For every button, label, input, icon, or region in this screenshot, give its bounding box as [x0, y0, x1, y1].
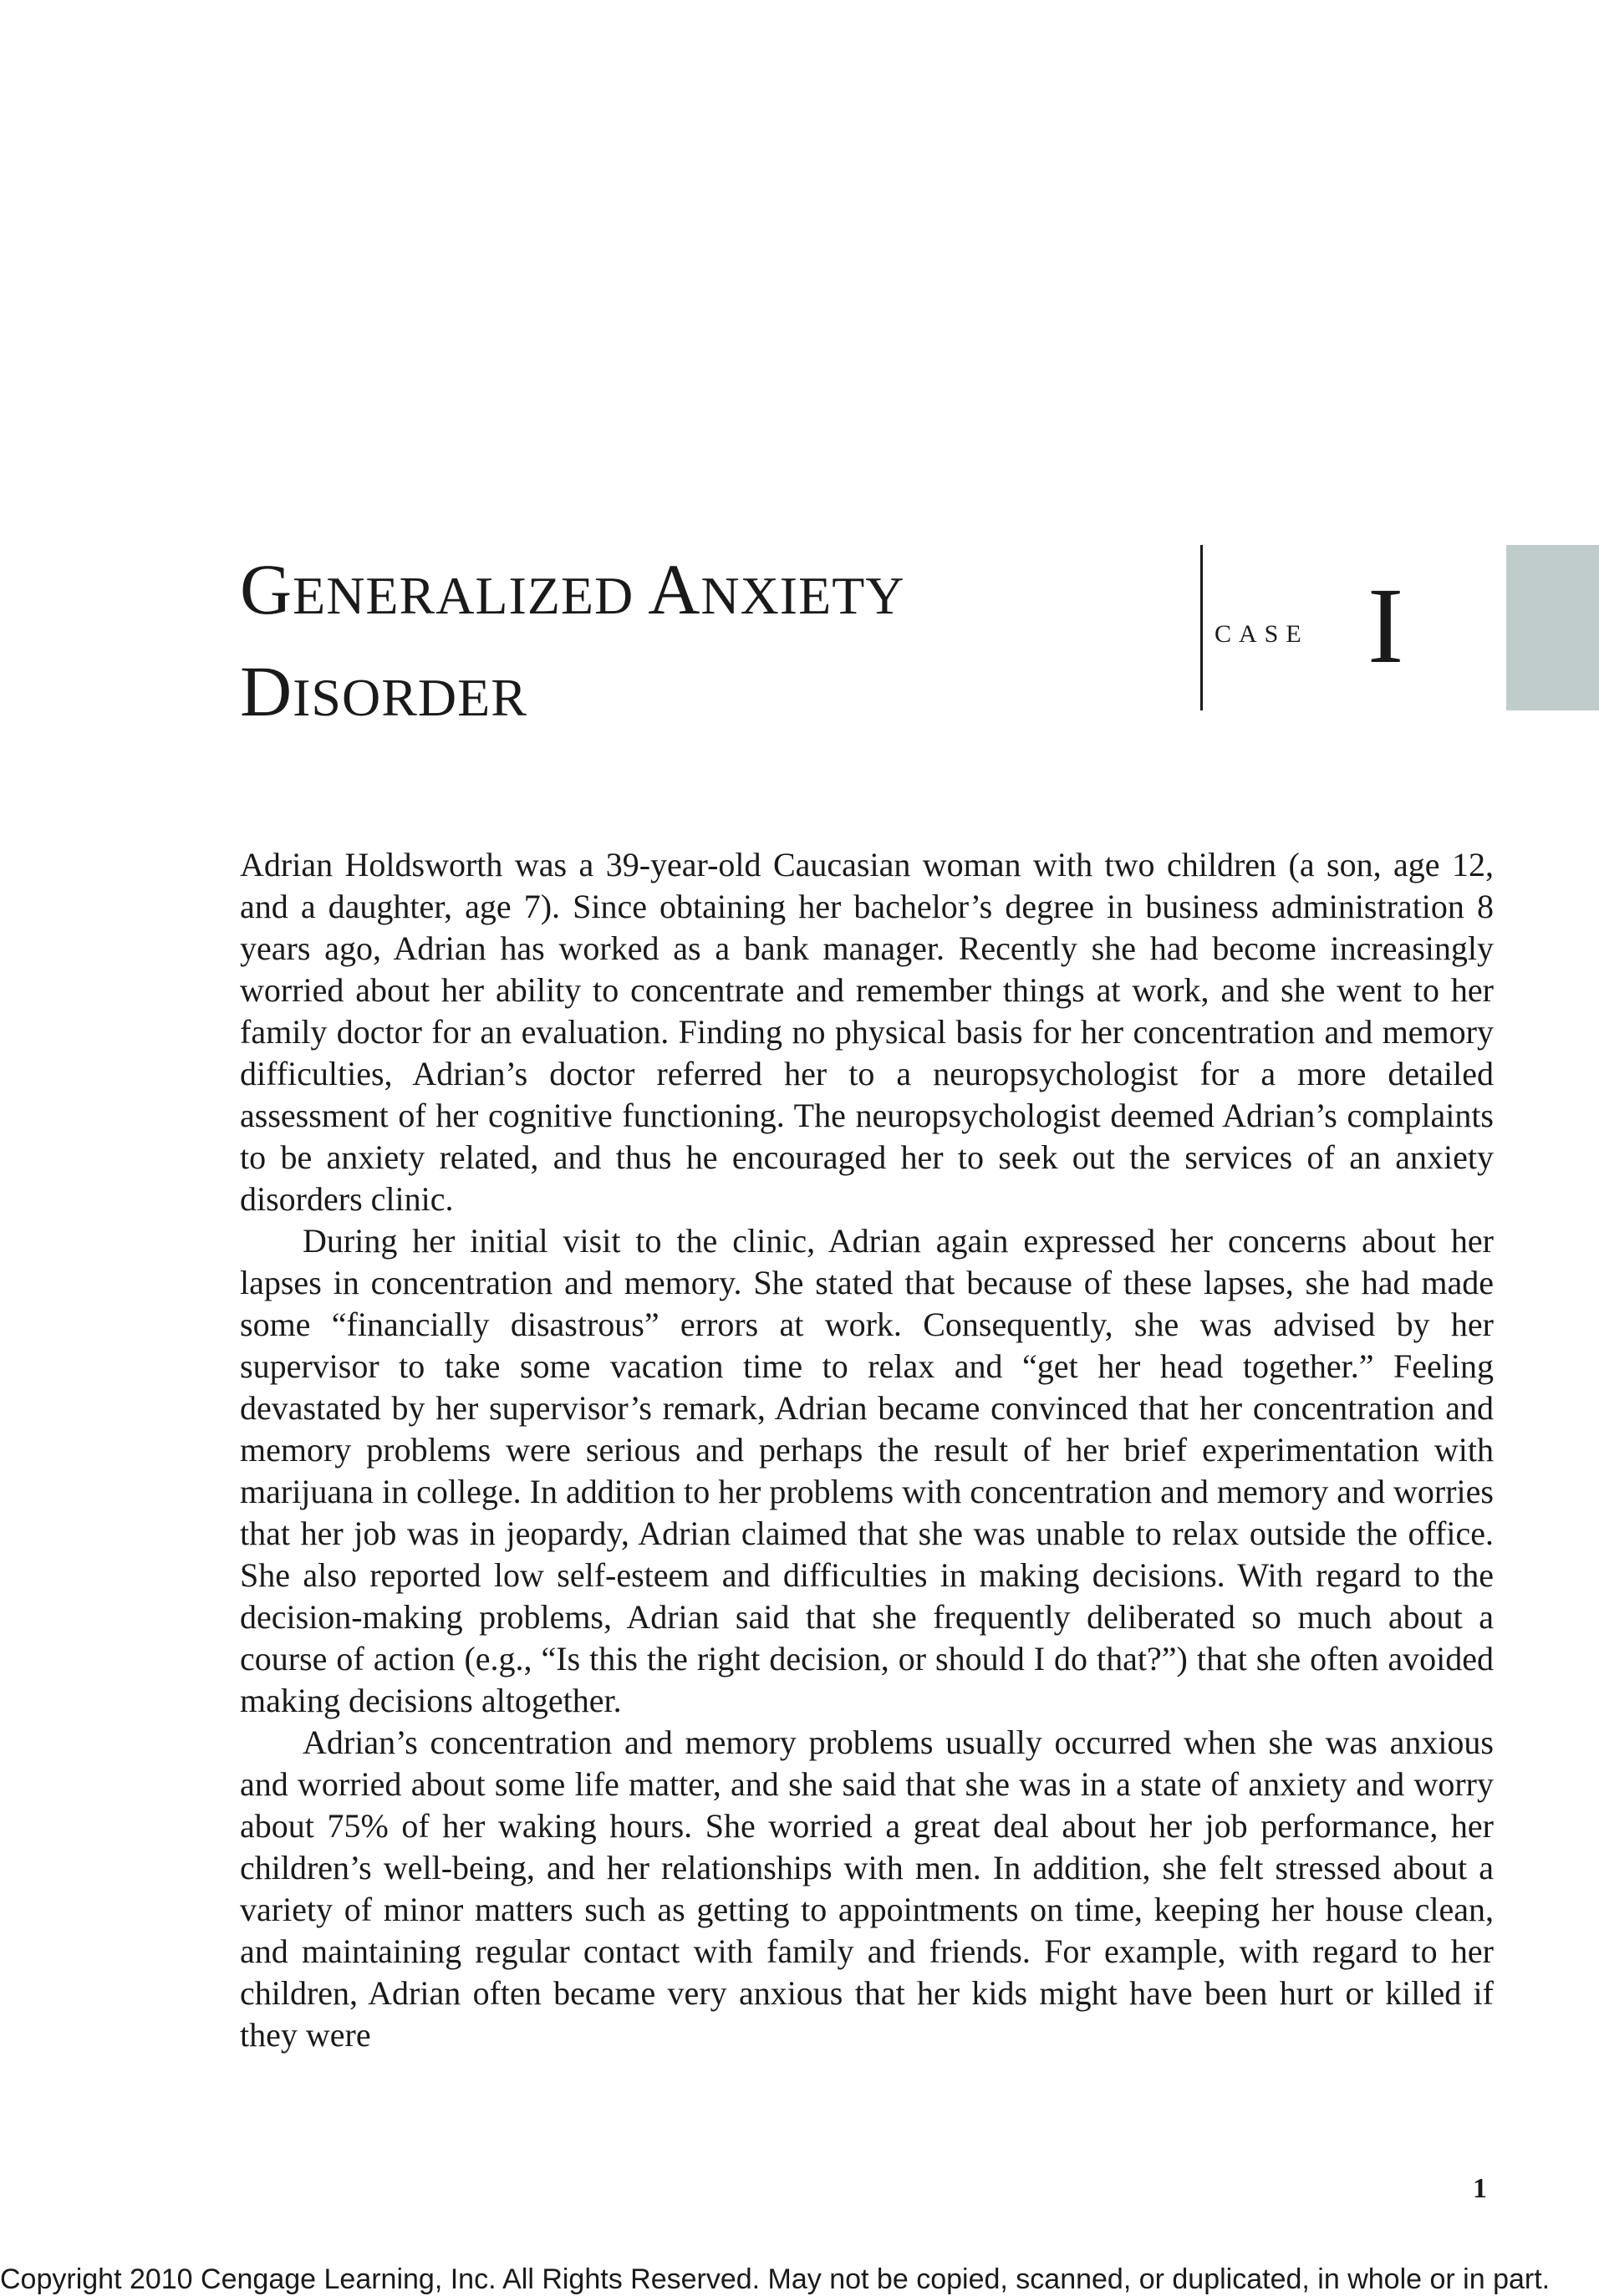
- title-word-disorder: ISORDER: [293, 668, 527, 727]
- chapter-title: [240, 542, 1159, 746]
- title-cap-g: G: [240, 549, 293, 629]
- title-cap-a: A: [648, 549, 701, 629]
- title-word-generalized: ENERALIZED: [293, 566, 634, 625]
- title-word-anxiety: NXIETY: [700, 566, 905, 625]
- case-number: I: [1367, 566, 1404, 686]
- paragraph-1: Adrian Holdsworth was a 39-year-old Caucasian woman with two children (a son, age 12, and a daughter, age 7). Since obtaining her bachelor’s degree in business administration 8 years ago, Adrian has worked as a bank manager. Recently she had become increasingly worried about her ability to concentrate and remember things at work, and she went to her family doctor for an evaluation. Finding no physical basis for her concentration and memory difficulties, Adrian’s doctor referred her to a neuropsychologist for a more detailed assessment of her cognitive functioning. The neuropsychologist deemed Adrian’s complaints to be anxiety related, and thus he encouraged her to seek out the services of an anxiety disorders clinic.: [240, 846, 1494, 1218]
- paragraph-2: During her initial visit to the clinic, Adrian again expressed her concerns about her lapses in concentration and memory. She stated that because of these lapses, she had made some “financially disastrous” errors at work. Consequently, she was advised by her supervisor to take some vacation time to relax and “get her head together.” Feeling devastated by her supervisor’s remark, Adrian became convinced that her concentration and memory problems were serious and perhaps the result of her brief experimentation with marijuana in college. In addition to her problems with concentration and memory and worries that her job was in jeopardy, Adrian claimed that she was unable to relax outside the office. She also reported low self-esteem and difficulties in making decisions. With regard to the decision-making problems, Adrian said that she frequently deliberated so much about a course of action (e.g., “Is this the right decision, or should I do that?”) that she often avoided making decisions altogether.: [240, 1222, 1494, 1719]
- title-cap-d: D: [240, 651, 293, 731]
- copyright-notice: Copyright 2010 Cengage Learning, Inc. All Rights Reserved. May not be copied, scanned, or duplicated, in whole or in part.: [0, 2263, 1551, 2295]
- case-label: CASE: [1215, 620, 1309, 648]
- chapter-side-tab: [1506, 545, 1599, 710]
- body-text: [240, 844, 1494, 2056]
- case-divider-rule: [1200, 545, 1203, 710]
- paragraph-3: Adrian’s concentration and memory problems usually occurred when she was anxious and worried about some life matter, and she said that she was in a state of anxiety and worry about 75% of her waking hours. She worried a great deal about her job performance, her children’s well-being, and her relationships with men. In addition, she felt stressed about a variety of minor matters such as getting to appointments on time, keeping her house clean, and maintaining regular contact with family and friends. For example, with regard to her children, Adrian often became very anxious that her kids might have been hurt or killed if they were: [240, 1723, 1494, 2054]
- page-number: 1: [1473, 2173, 1487, 2204]
